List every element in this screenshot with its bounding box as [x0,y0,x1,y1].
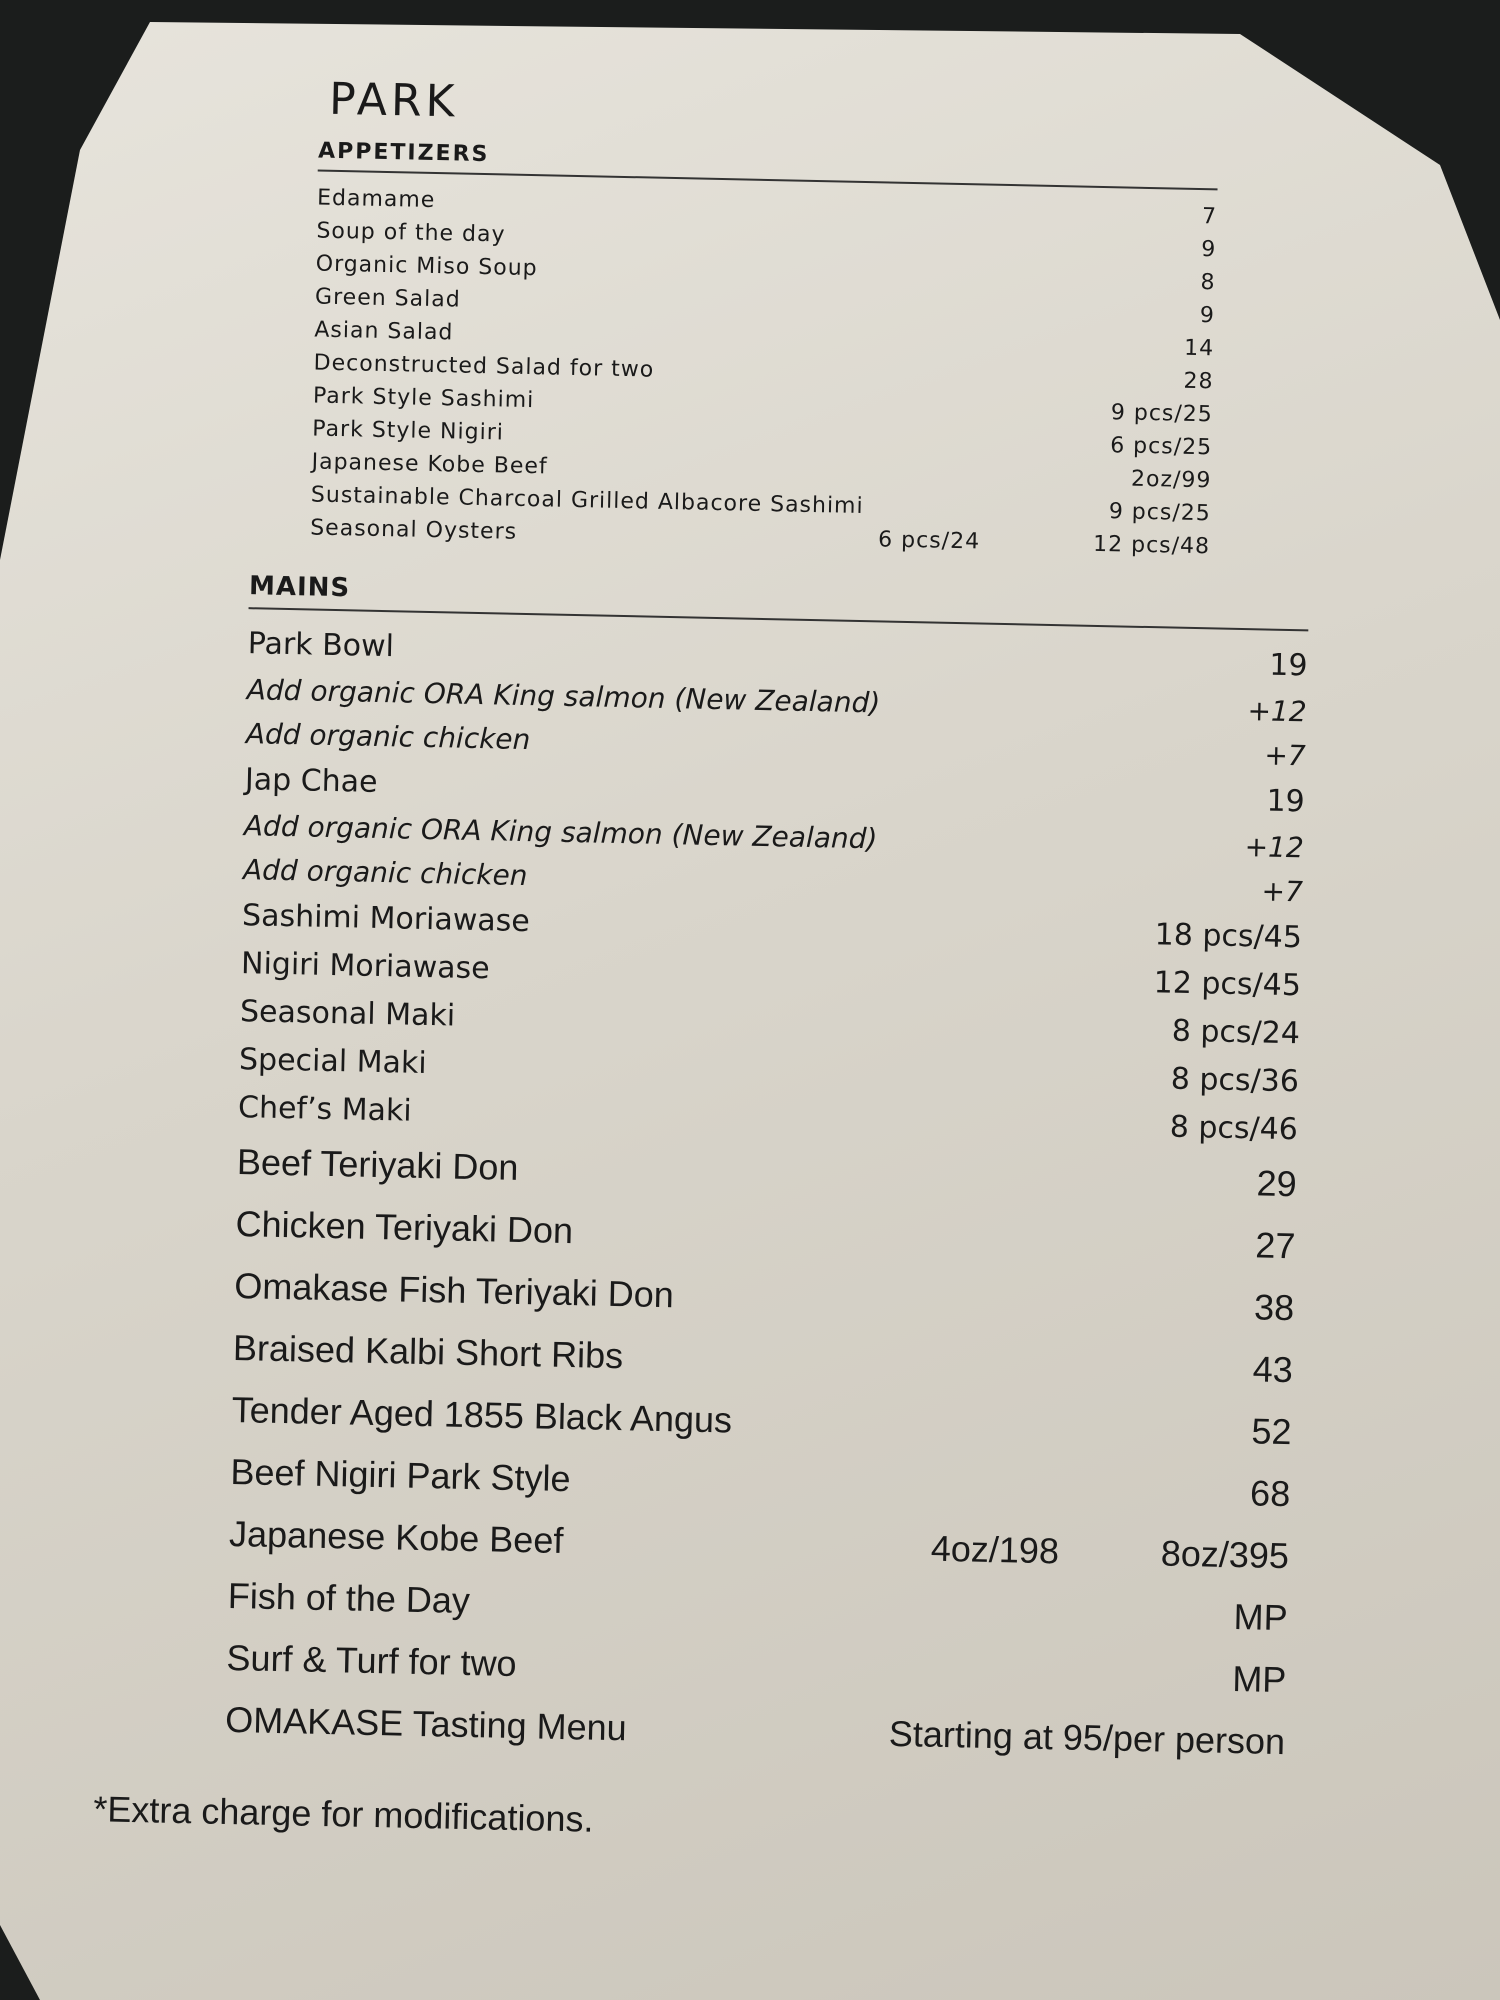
item-name: Park Bowl [247,625,395,664]
item-name: Chicken Teriyaki Don [235,1203,574,1252]
item-name: Edamame [316,185,436,214]
item-price: +7 [1261,873,1304,908]
item-price: 14 [1183,335,1215,362]
item-price: 8 [1200,270,1216,296]
item-price: 43 [1252,1348,1294,1391]
item-price: +12 [1247,693,1307,728]
item-name: Omakase Fish Teriyaki Don [233,1265,675,1316]
appetizers-list [310,182,1217,564]
item-price-small [764,339,984,344]
item-name: Add organic chicken [242,852,528,892]
item-name: Braised Kalbi Short Ribs [232,1327,624,1377]
item-price: +7 [1264,737,1307,772]
item-price: 6 pcs/25 [1109,433,1213,461]
item-price: 12 pcs/48 [1092,531,1211,560]
menu [92,60,1330,1855]
item-price: 8 pcs/24 [1171,1013,1301,1051]
item-name: Green Salad [314,284,461,313]
item-price: 8 pcs/46 [1169,1109,1299,1147]
item-name: Sashimi Moriawase [241,897,531,939]
item-name: Tender Aged 1855 Black Angus [231,1389,733,1441]
item-price: 38 [1253,1286,1295,1329]
item-name: Asian Salad [314,317,454,346]
item-price: 18 pcs/45 [1154,916,1303,955]
item-name: Park Style Nigiri [312,416,505,446]
footnote: *Extra charge for modifications. [92,1788,594,1840]
item-price-small [766,273,986,278]
item-price: 28 [1183,368,1214,395]
item-name: Beef Teriyaki Don [236,1141,519,1188]
item-price: 27 [1254,1224,1296,1267]
item-name: Organic Miso Soup [315,251,538,282]
item-price-small [767,207,987,212]
item-price: 19 [1269,647,1308,683]
item-price: 8 pcs/36 [1170,1061,1300,1099]
item-price: +12 [1244,829,1305,864]
item-name: Add organic ORA King salmon (New Zealand) [243,808,878,855]
item-price: MP [1231,1658,1287,1701]
item-price-small [766,240,986,245]
item-name: Fish of the Day [227,1574,471,1622]
appetizers-heading: APPETIZERS [318,139,1218,191]
item-price-small [762,438,982,443]
item-name: Japanese Kobe Beef [311,449,548,480]
item-name: Park Style Sashimi [312,383,535,414]
appetizers-section [310,139,1218,564]
item-price: 2oz/99 [1130,466,1212,494]
restaurant-title: PARK [328,73,459,128]
item-name: Deconstructed Salad for two [313,350,655,383]
item-name: Sustainable Charcoal Grilled Albacore Sashimi [310,482,864,520]
item-price: 9 [1199,303,1216,329]
item-name: Seasonal Oysters [309,515,518,545]
item-price: 68 [1249,1472,1291,1515]
item-name: Japanese Kobe Beef [228,1512,564,1561]
item-price: 9 pcs/25 [1110,400,1214,428]
item-name: Seasonal Maki [239,993,456,1034]
item-name: Add organic ORA King salmon (New Zealand) [246,672,881,719]
item-name: Beef Nigiri Park Style [230,1450,571,1500]
item-name: Surf & Turf for two [226,1636,518,1685]
item-price: 29 [1256,1162,1298,1205]
item-price-small: 6 pcs/24 [877,527,981,555]
item-price-small [765,306,985,311]
item-price: 7 [1201,204,1218,230]
item-price-small [764,372,984,377]
item-name: Special Maki [238,1041,428,1081]
mains-section [225,571,1309,1773]
item-name: Add organic chicken [245,716,531,756]
item-price-small [762,471,982,476]
item-price: 19 [1266,783,1306,819]
item-name: Chef’s Maki [237,1089,413,1129]
item-price: 9 pcs/25 [1108,499,1211,527]
item-price-small [864,507,1034,511]
item-name: Jap Chae [244,761,378,800]
mains-list [225,619,1308,1773]
item-name: OMAKASE Tasting Menu [224,1698,628,1749]
item-price: 52 [1251,1410,1292,1453]
mains-heading: MAINS [249,571,1310,631]
item-price: MP [1233,1596,1289,1639]
item-price: 9 [1200,237,1217,263]
item-price-small: 4oz/198 [930,1527,1060,1572]
item-price: 12 pcs/45 [1153,964,1302,1003]
item-price-small [763,405,983,410]
item-name: Nigiri Moriawase [240,945,491,986]
item-price: Starting at 95/per person [888,1712,1286,1763]
item-name: Soup of the day [316,218,506,248]
item-price: 8oz/395 [1160,1532,1290,1577]
